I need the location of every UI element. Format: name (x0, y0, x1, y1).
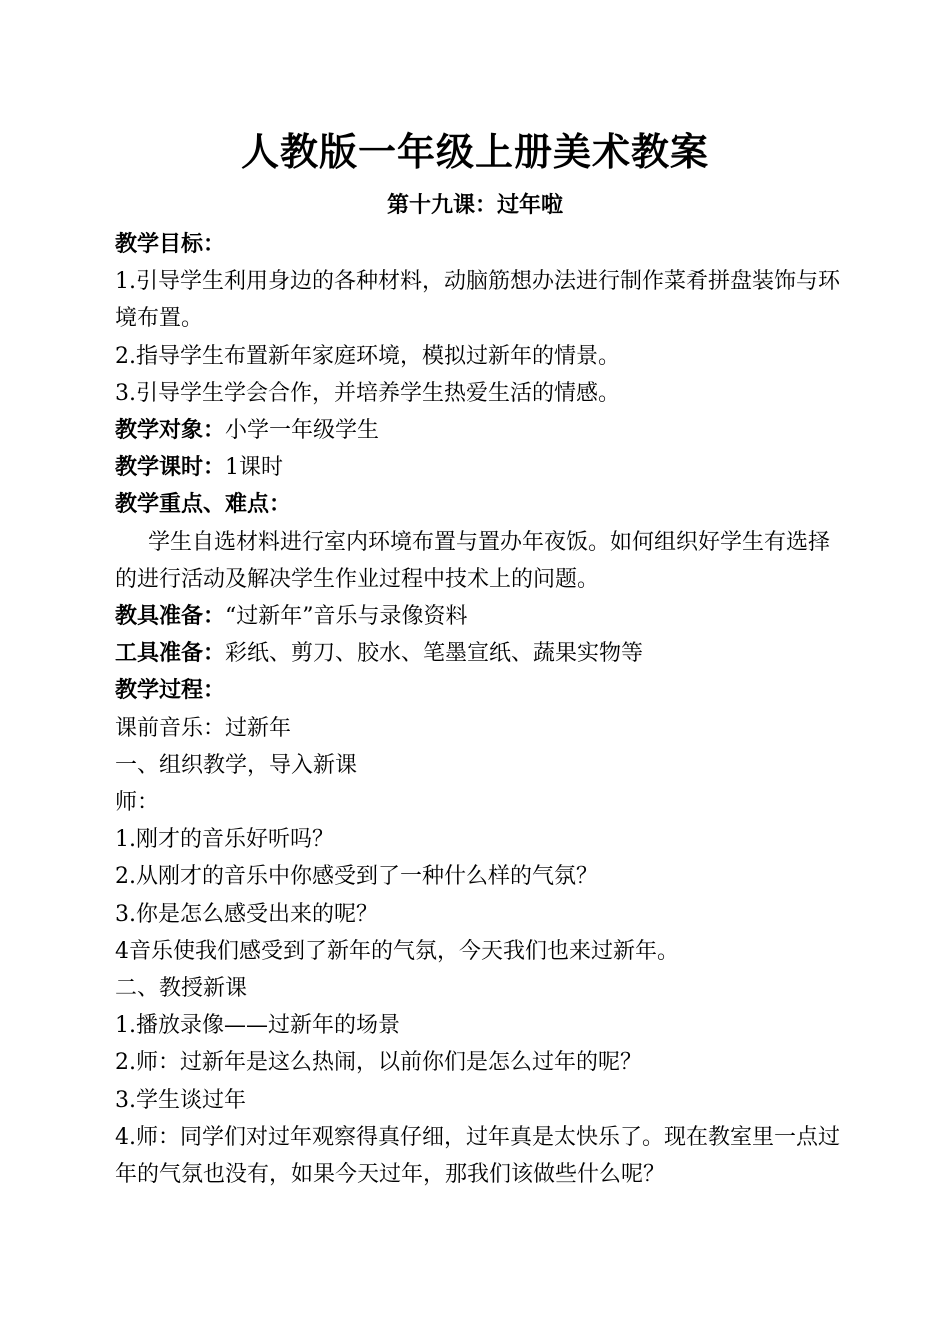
process-label: 教学过程： (115, 677, 226, 704)
section-heading: 二、教授新课 (115, 976, 248, 1002)
hours-row (115, 449, 840, 486)
list-item: 3.学生谈过年 (115, 1087, 246, 1113)
objective-item: 2.指导学生布置新年家庭环境，模拟过新年的情景。 (115, 343, 620, 369)
tools-label: 工具准备： (115, 640, 226, 667)
target-label: 教学对象： (115, 417, 226, 444)
teaching-aids-value: “过新年”音乐与录像资料 (225, 604, 468, 630)
teacher-label: 师： (115, 790, 160, 816)
list-item: 4.师：同学们对过年观察得真仔细，过年真是太快乐了。现在教室里一点过年的气氛也没有，如果今天过年，那我们该做些什么呢？ (115, 1124, 840, 1188)
section-heading: 一、组织教学，导入新课 (115, 752, 358, 778)
document-body (115, 226, 840, 1193)
list-item: 4音乐使我们感受到了新年的气氛，今天我们也来过新年。 (115, 938, 679, 964)
objective-item: 1.引导学生利用身边的各种材料，动脑筋想办法进行制作菜肴拼盘装饰与环境布置。 (115, 269, 840, 332)
tools-value: 彩纸、剪刀、胶水、笔墨宣纸、蔬果实物等 (225, 641, 644, 667)
hours-label: 教学课时： (115, 454, 226, 481)
lesson-subtitle: 第十九课：过年啦 (386, 192, 563, 218)
target-value: 小学一年级学生 (225, 418, 380, 444)
hours-value: 1课时 (225, 455, 284, 481)
list-item: 2.从刚才的音乐中你感受到了一种什么样的气氛？ (115, 864, 598, 890)
document-title: 人教版一年级上册美术教案 (240, 129, 709, 174)
key-points-text: 学生自选材料进行室内环境布置与置办年夜饭。如何组织好学生有选择的进行活动及解决学生作业过程中技术上的问题。 (115, 529, 831, 592)
list-item: 1.播放录像——过新年的场景 (115, 1013, 400, 1039)
objectives-label: 教学目标： (115, 231, 226, 257)
list-item: 1.刚才的音乐好听吗？ (115, 827, 334, 853)
objective-item: 3.引导学生学会合作，并培养学生热爱生活的情感。 (115, 380, 620, 406)
teaching-aids-label: 教具准备： (115, 603, 226, 630)
list-item: 2.师：过新年是这么热闹，以前你们是怎么过年的呢？ (115, 1050, 642, 1076)
pre-class-music: 课前音乐：过新年 (115, 715, 292, 741)
tools-row (115, 635, 840, 672)
teaching-aids-row (115, 598, 840, 635)
list-item: 3.你是怎么感受出来的呢？ (115, 901, 378, 927)
target-row (115, 412, 840, 449)
key-points-label: 教学重点、难点： (115, 491, 292, 518)
